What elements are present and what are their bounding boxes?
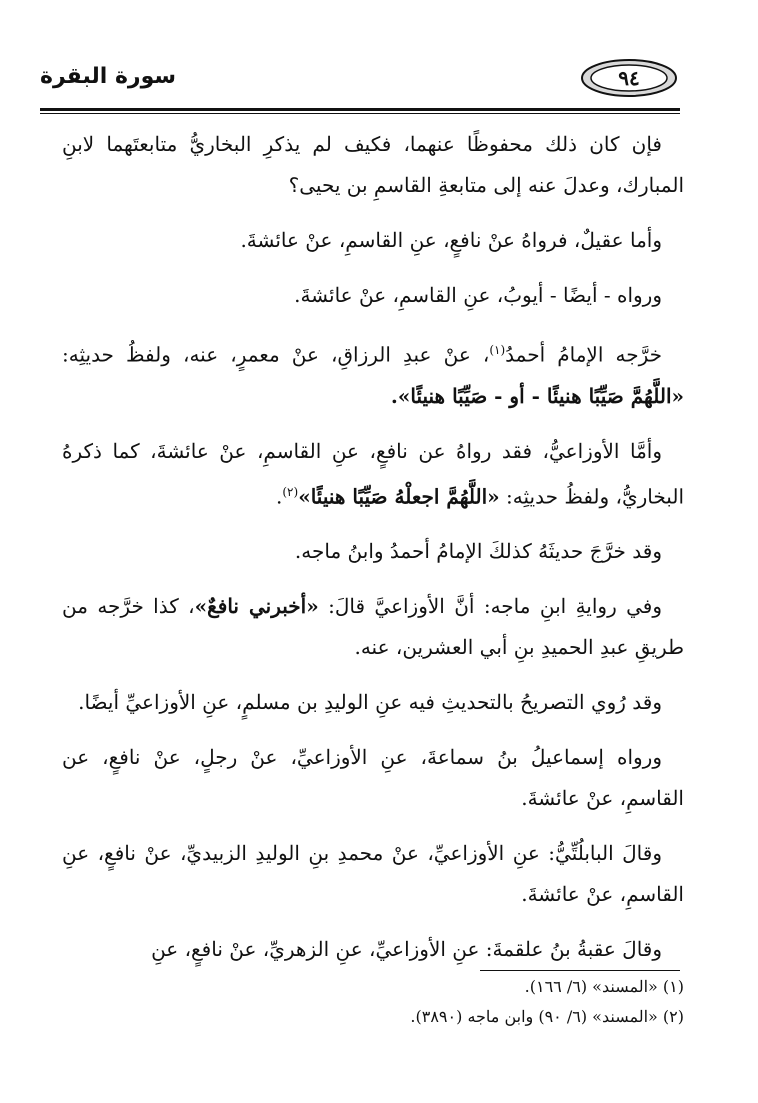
main-text — [62, 124, 684, 984]
footnote: (٢) «المسند» (٦/ ٩٠) وابن ماجه (٣٨٩٠). — [410, 1007, 684, 1026]
page-number: ٩٤ — [618, 66, 640, 90]
page-header — [40, 50, 680, 110]
paragraph: ورواه إسماعيلُ بنُ سماعةَ، عنِ الأوزاعيِّ، عنْ رجلٍ، عنْ نافعٍ، عن القاسمِ، عنْ عائشةَ. — [62, 745, 684, 811]
header-divider — [40, 108, 680, 111]
text-segment: ، عنْ عبدِ الرزاقِ، عنْ معمرٍ، عنه، ولفظُ حديثِه: — [62, 342, 490, 367]
hadith-quote: «أخبرني نافعٌ» — [194, 594, 319, 619]
text-segment: ، كذا خرَّجه من طريقِ عبدِ الحميدِ بنِ أبي العشرين، عنه. — [62, 594, 684, 660]
text-segment: وفي روايةِ ابنِ ماجه: أنَّ الأوزاعيَّ قالَ: — [328, 594, 663, 619]
text-segment: . — [276, 484, 283, 509]
paragraph — [62, 330, 684, 417]
paragraph: وقالَ البابلُتِّيُّ: عنِ الأوزاعيِّ، عنْ محمدِ بنِ الوليدِ الزبيديِّ، عنْ نافعٍ، عنِ القاسمِ، عنْ عائشةَ. — [62, 841, 684, 907]
paragraph: وقالَ عقبةُ بنُ علقمةَ: عنِ الأوزاعيِّ، عنِ الزهريِّ، عنْ نافعٍ، عنِ — [151, 937, 662, 962]
hadith-quote: «اللَّهُمَّ صَيِّبًا هنيئًا - أو - صَيِّبًا هنيئًا». — [390, 383, 684, 408]
text-segment: وأمَّا الأوزاعيُّ، فقد رواهُ عن نافعٍ، عنِ القاسمِ، عنْ عائشةَ، كما ذكرهُ البخاريُّ، ولفظُ حديثِه: — [62, 438, 684, 509]
page-number-badge — [580, 58, 678, 98]
footnote: (١) «المسند» (٦/ ١٦٦). — [524, 977, 684, 996]
paragraph: وقد رُوي التصريحُ بالتحديثِ فيه عنِ الوليدِ بن مسلمٍ، عنِ الأوزاعيِّ أيضًا. — [78, 690, 662, 715]
footnotes — [62, 972, 684, 1032]
paragraph — [62, 586, 684, 668]
surah-title: سورة البقرة — [40, 64, 177, 89]
footnote-divider — [480, 970, 680, 971]
footnote-ref: (١) — [489, 343, 506, 357]
paragraph — [62, 431, 684, 518]
paragraph: ورواه - أيضًا - أيوبُ، عنِ القاسمِ، عنْ عائشةَ. — [294, 283, 662, 307]
hadith-quote: «اللَّهُمَّ اجعلْهُ صَيِّبًا هنيئًا» — [298, 484, 500, 509]
paragraph: فإن كان ذلك محفوظًا عنهما، فكيف لم يذكرِ البخاريُّ متابعتَهما لابنِ المبارك، وعدلَ عنه إلى متابعةِ القاسمِ بن يحيى؟ — [62, 132, 684, 197]
paragraph: وقد خرَّجَ حديثَهُ كذلكَ الإمامُ أحمدُ وابنُ ماجه. — [294, 539, 662, 564]
paragraph: وأما عقيلٌ، فرواهُ عنْ نافعٍ، عنِ القاسمِ، عنْ عائشةَ. — [240, 228, 662, 252]
text-segment: خرَّجه الإمامُ أحمدُ — [505, 342, 662, 367]
header-divider-thin — [40, 113, 680, 114]
footnote-ref: (٢) — [282, 484, 299, 499]
